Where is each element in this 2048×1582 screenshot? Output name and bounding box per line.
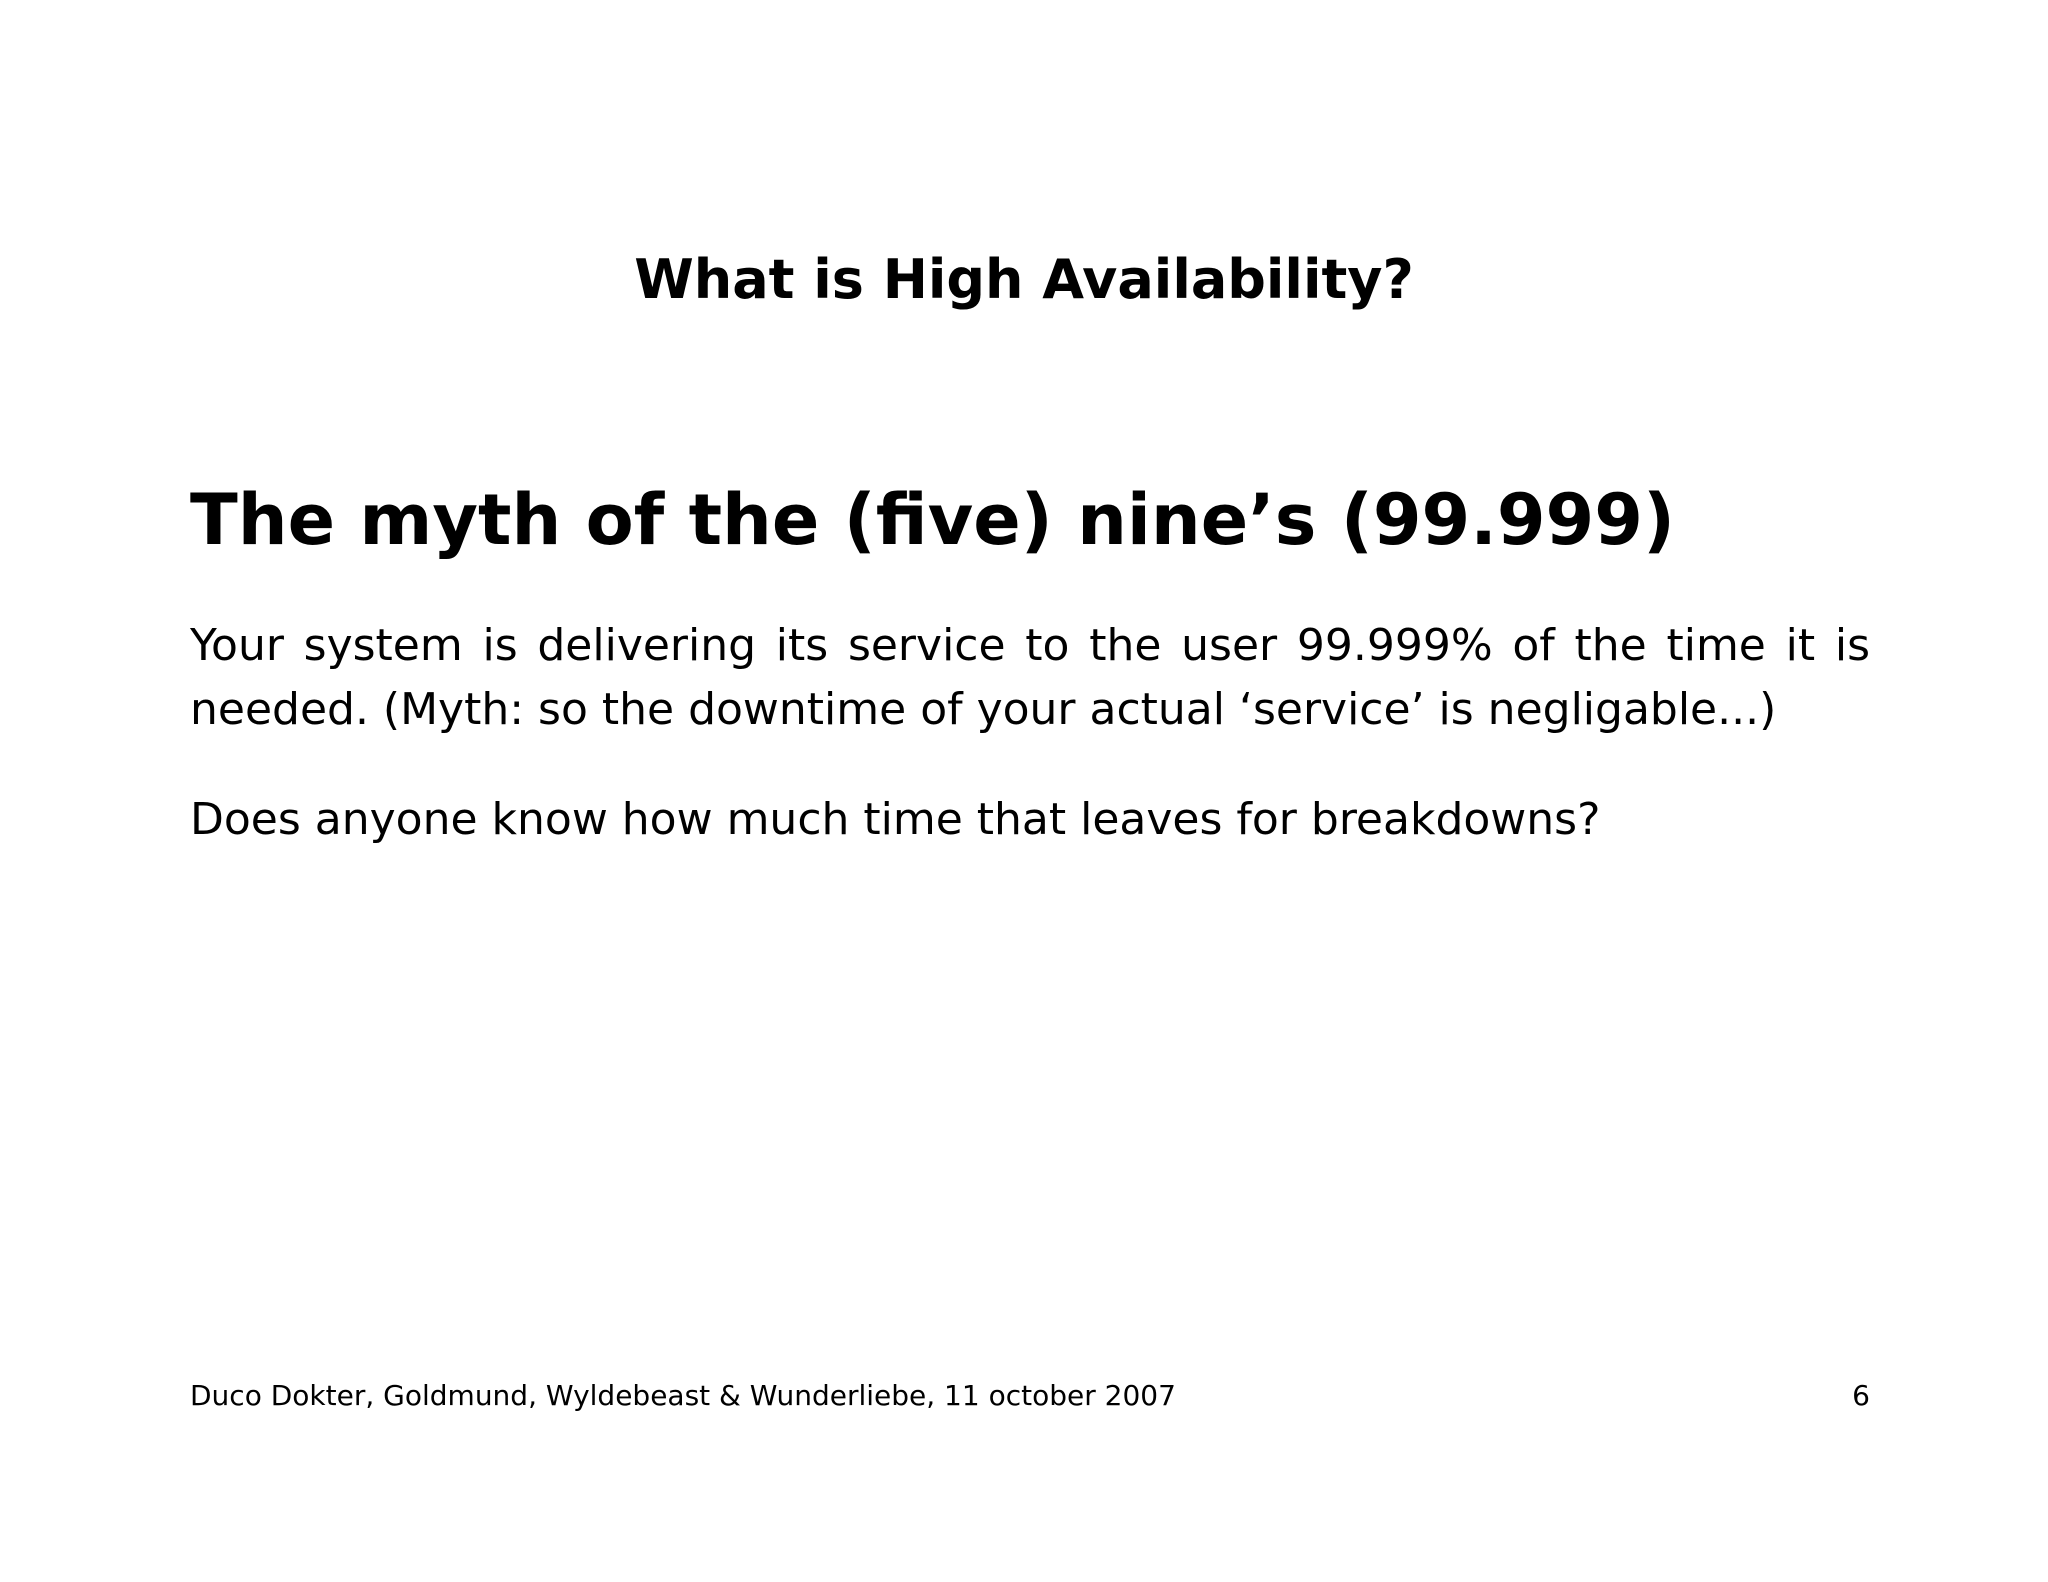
- body-paragraph-1-line-2: needed. (Myth: so the downtime of your actual ‘service’ is negligable...): [190, 684, 1777, 735]
- section-heading: The myth of the (five) nine’s (99.999): [190, 479, 1675, 561]
- slide-footer: [190, 1372, 1870, 1420]
- body-paragraph-1: [190, 614, 1870, 742]
- footer-credit: Duco Dokter, Goldmund, Wyldebeast & Wunderliebe, 11 october 2007: [190, 1379, 1176, 1412]
- slide-title: What is High Availability?: [634, 248, 1414, 311]
- body-paragraph-2: Does anyone know how much time that leaves for breakdowns?: [190, 794, 1601, 845]
- page-number: 6: [1852, 1379, 1870, 1412]
- body-paragraph-1-line-1: Your system is delivering its service to the user 99.999% of the time it is: [190, 620, 1870, 671]
